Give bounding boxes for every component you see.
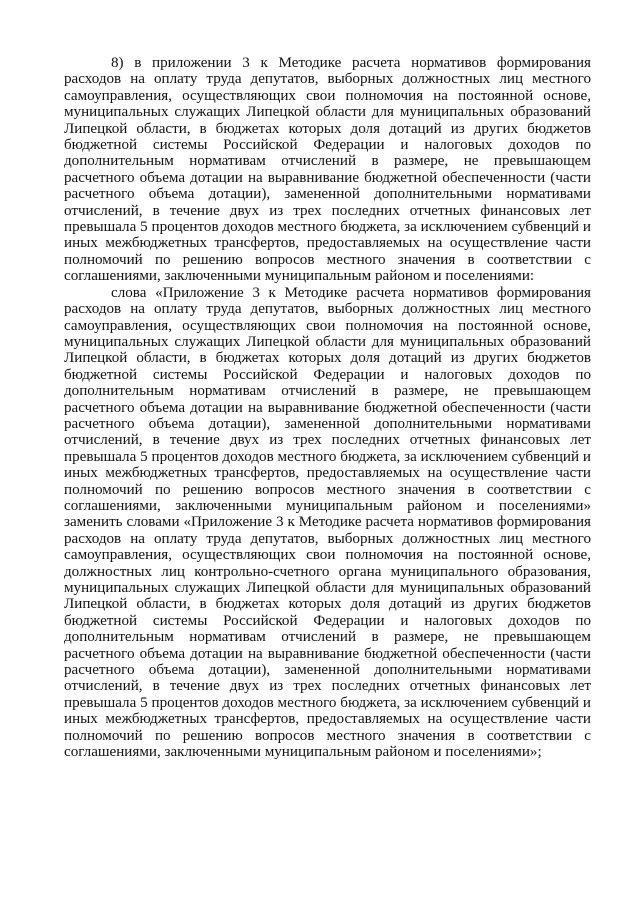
paragraph-item-8: 8) в приложении 3 к Методике расчета нормативов формирования расходов на оплату труда депутатов, выборных должностных лиц местного самоуправления, осуществляющих свои полномочия на постоянной основе, муниципальных служащих Липецкой области для муниципальных образований Липецкой области, в бюджетах которых доля дотаций из других бюджетов бюджетной системы Российской Федерации и налоговых доходов по дополнительным нормативам отчислений в размере, не превышающем расчетного объема дотации на выравнивание бюджетной обеспеченности (части расчетного объема дотации), замененной дополнительными нормативами отчислений, в течение двух из трех последних отчетных финансовых лет превышала 5 процентов доходов местного бюджета, за исключением субвенций и иных межбюджетных трансфертов, предоставляемых на осуществление части полномочий по решению вопросов местного значения в соответствии с соглашениями, заключенными муниципальным районом и поселениями: — [64, 55, 591, 285]
document-page — [64, 55, 591, 760]
paragraph-replacement-words: слова «Приложение 3 к Методике расчета нормативов формирования расходов на оплату труда депутатов, выборных должностных лиц местного самоуправления, осуществляющих свои полномочия на постоянной основе, муниципальных служащих Липецкой области для муниципальных образований Липецкой области, в бюджетах которых доля дотаций из других бюджетов бюджетной системы Российской Федерации и налоговых доходов по дополнительным нормативам отчислений в размере, не превышающем расчетного объема дотации на выравнивание бюджетной обеспеченности (части расчетного объема дотации), замененной дополнительными нормативами отчислений, в течение двух из трех последних отчетных финансовых лет превышала 5 процентов доходов местного бюджета, за исключением субвенций и иных межбюджетных трансфертов, предоставляемых на осуществление части полномочий по решению вопросов местного значения в соответствии с соглашениями, заключенными муниципальным районом и поселениями» заменить словами «Приложение 3 к Методике расчета нормативов формирования расходов на оплату труда депутатов, выборных должностных лиц местного самоуправления, осуществляющих свои полномочия на постоянной основе, должностных лиц контрольно-счетного органа муниципального образования, муниципальных служащих Липецкой области для муниципальных образований Липецкой области, в бюджетах которых доля дотаций из других бюджетов бюджетной системы Российской Федерации и налоговых доходов по дополнительным нормативам отчислений в размере, не превышающем расчетного объема дотации на выравнивание бюджетной обеспеченности (части расчетного объема дотации), замененной дополнительными нормативами отчислений, в течение двух из трех последних отчетных финансовых лет превышала 5 процентов доходов местного бюджета, за исключением субвенций и иных межбюджетных трансфертов, предоставляемых на осуществление части полномочий по решению вопросов местного значения в соответствии с соглашениями, заключенными муниципальным районом и поселениями»; — [64, 284, 591, 761]
